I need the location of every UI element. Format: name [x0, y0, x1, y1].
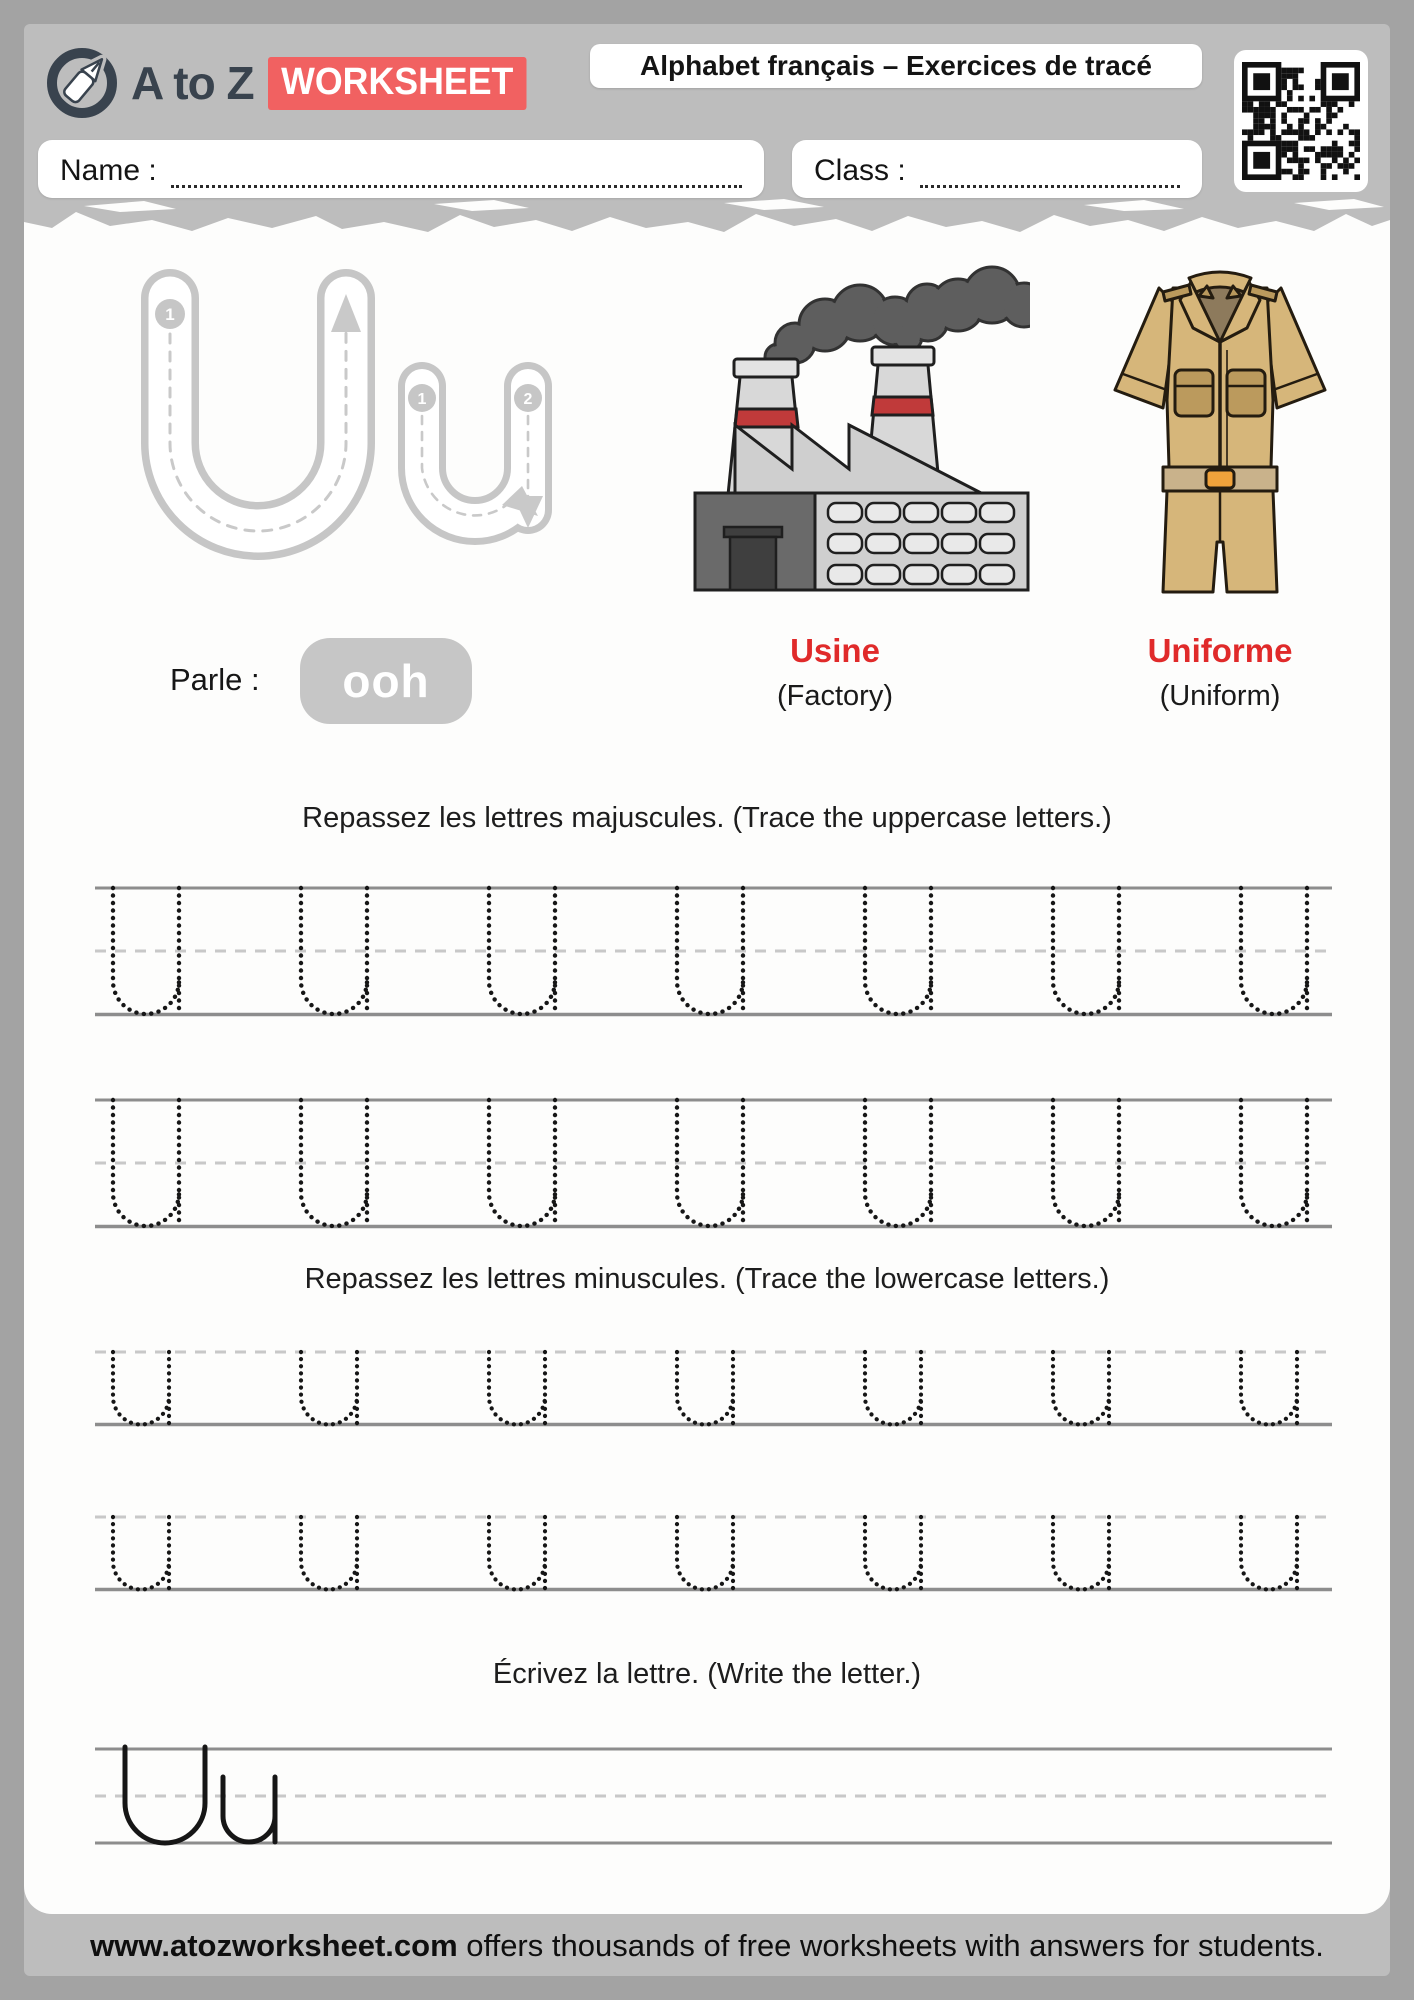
dotted-letter-u — [113, 1517, 169, 1590]
svg-text:1: 1 — [165, 305, 175, 324]
pen-logo-icon — [45, 46, 119, 120]
vocab-translation-uniform: (Uniform) — [1159, 680, 1281, 712]
vocab-word-uniforme: Uniforme — [1147, 632, 1293, 669]
worksheet-title: Alphabet français – Exercices de tracé — [590, 44, 1202, 88]
dotted-letter-u — [1241, 1517, 1297, 1590]
dotted-letter-u — [489, 1517, 545, 1590]
name-input-line[interactable] — [171, 155, 742, 188]
dotted-letter-u — [1241, 1352, 1297, 1425]
svg-text:1: 1 — [417, 391, 427, 408]
stroke-marker-1-lower — [408, 384, 436, 412]
dotted-letter-u — [865, 1517, 921, 1590]
trace-row-uppercase-1[interactable] — [95, 885, 1332, 1018]
heading-lowercase: Repassez les lettres minuscules. (Trace the lowercase letters.) — [304, 1263, 1110, 1295]
uniform-illustration — [1075, 240, 1365, 598]
name-field — [38, 140, 764, 198]
dotted-letter-u — [301, 1517, 357, 1590]
letter-trace-display — [70, 258, 580, 593]
vocab-translation-factory: (Factory) — [777, 680, 893, 712]
dotted-letter-u — [489, 1352, 545, 1425]
stroke-marker-1-upper — [155, 299, 185, 329]
dotted-letter-u — [301, 1352, 357, 1425]
svg-text:2: 2 — [523, 391, 533, 408]
class-field — [792, 140, 1202, 198]
trace-row-uppercase-2[interactable] — [95, 1097, 1332, 1230]
dotted-letter-U — [677, 888, 743, 1014]
factory-illustration — [640, 245, 1030, 593]
dotted-letter-u — [677, 1352, 733, 1425]
write-letter-row[interactable] — [95, 1743, 1332, 1849]
heading-uppercase: Repassez les lettres majuscules. (Trace the uppercase letters.) — [302, 802, 1112, 834]
dotted-letter-u — [865, 1352, 921, 1425]
parle-label: Parle : — [170, 662, 260, 697]
trace-row-lowercase-1[interactable] — [95, 1348, 1332, 1428]
footer-site: www.atozworksheet.com — [90, 1928, 458, 1963]
dotted-letter-u — [113, 1352, 169, 1425]
qr-code — [1234, 50, 1368, 192]
qr-pattern — [1242, 62, 1360, 180]
footer-tagline: offers thousands of free worksheets with answers for students. — [457, 1928, 1324, 1963]
brand-name: A to Z — [131, 57, 254, 109]
brand-logo — [45, 46, 543, 120]
dotted-letter-u — [1053, 1517, 1109, 1590]
name-label: Name : — [60, 154, 157, 187]
dotted-letter-u — [677, 1517, 733, 1590]
torn-paper-edge — [24, 198, 1390, 242]
trace-row-lowercase-2[interactable] — [95, 1513, 1332, 1593]
vocab-word-usine: Usine — [790, 632, 880, 669]
phonetic-pill: ooh — [300, 638, 472, 724]
stroke-marker-2-lower — [514, 384, 542, 412]
class-label: Class : — [814, 154, 906, 187]
dotted-letter-u — [1053, 1352, 1109, 1425]
brand-badge: WORKSHEET — [268, 57, 527, 110]
footer-text — [0, 1928, 1414, 1964]
dotted-letter-U — [677, 1100, 743, 1226]
heading-write: Écrivez la lettre. (Write the letter.) — [492, 1658, 922, 1690]
class-input-line[interactable] — [920, 155, 1180, 188]
